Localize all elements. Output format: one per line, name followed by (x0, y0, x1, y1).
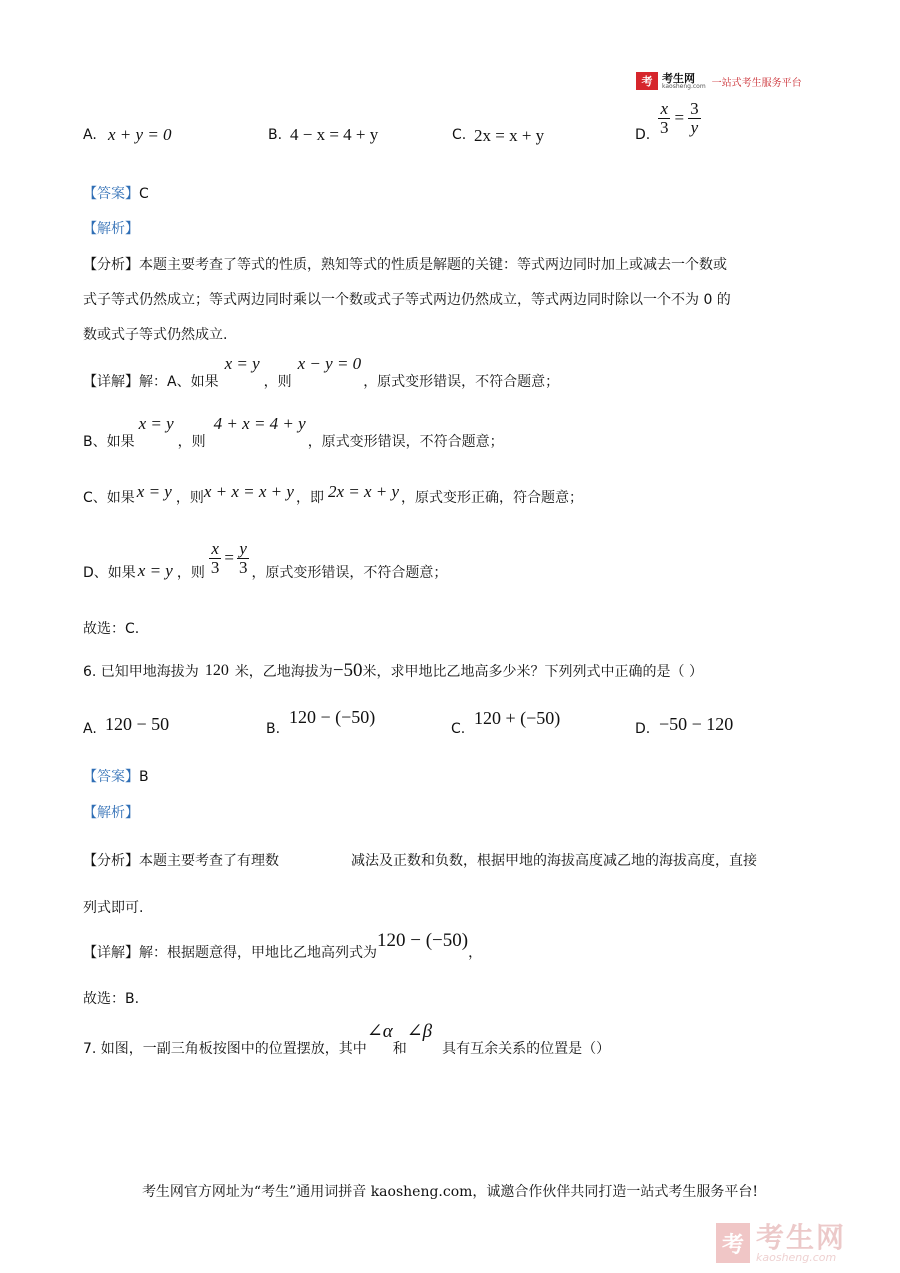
footer-text: 考生网官方网址为“考生”通用词拼音 kaosheng.com，诚邀合作伙伴共同打造一站式考生服务平台! (141, 1184, 759, 1200)
fraction (688, 100, 701, 137)
equals-sign: = (674, 108, 685, 128)
q6-choose-line: 故选：B. (83, 991, 140, 1007)
detail-a-line (83, 354, 559, 391)
q6-detail-line (83, 930, 482, 962)
numerator: x (211, 538, 219, 558)
logo-mark-icon: 考 (636, 72, 658, 90)
denominator: 3 (660, 117, 669, 137)
q6-detail-post: ， (468, 945, 483, 961)
option-a-label: A. (83, 127, 97, 143)
logo-domain: kaosheng.com (662, 82, 706, 90)
q6-stem-post: 米，求甲地比乙地高多少米？下列列式中正确的是（ ） (362, 664, 703, 680)
detail-b-mid: ，则 (177, 434, 206, 450)
detail-a-mid: ，则 (263, 374, 292, 390)
numerator: x (660, 99, 669, 118)
q6-value-2: −50 (332, 660, 363, 681)
detail-a-math-2: x − y = 0 (297, 354, 362, 373)
detail-b-math-2: 4 + x = 4 + y (213, 414, 306, 433)
detail-b-line (83, 414, 504, 451)
denominator: 3 (238, 557, 248, 577)
q7-and: 和 (392, 1041, 407, 1057)
detail-b-math-1: x = y (138, 414, 174, 433)
q6-option-b-label: B. (266, 721, 281, 737)
denominator: 3 (210, 557, 220, 577)
watermark-mark-icon: 考 (716, 1223, 750, 1263)
detail-a-post: ，原式变形错误，不符合题意； (363, 374, 560, 390)
analysis-tag: 【解析】 (83, 221, 139, 237)
fraction (237, 540, 250, 577)
q6-value-1: 120 (204, 662, 229, 679)
q7-stem-post: 具有互余关系的位置是（） (442, 1041, 611, 1057)
detail-d-math-1: x = y (137, 561, 173, 580)
q6-stem-pre: 6. 已知甲地海拔为 (83, 664, 199, 680)
q7-stem-pre: 7. 如图，一副三角板按图中的位置摆放，其中 (83, 1041, 367, 1057)
option-c-expr: 2x = x + y (474, 126, 545, 145)
fraction (658, 100, 671, 137)
detail-c-math-1: x = y (136, 482, 172, 501)
q6-option-b-expr: 120 − (−50) (289, 707, 376, 727)
option-a-expr: x + y = 0 (108, 125, 172, 144)
detail-d-pre: D、如果 (83, 565, 136, 581)
q6-option-a-expr: 120 − 50 (105, 714, 170, 734)
detail-c-math-3: 2x = x + y (327, 482, 400, 501)
q6-option-c-expr: 120 + (−50) (474, 708, 561, 728)
q6-option-c-label: C. (451, 721, 466, 737)
logo-name: 考生网 (662, 71, 695, 85)
header-logo (636, 72, 802, 90)
q7-angle-beta: ∠β (406, 1021, 433, 1042)
q6-stem-mid: 米，乙地海拔为 (234, 664, 333, 680)
logo-slogan: 一站式考生服务平台 (711, 77, 802, 89)
detail-c-math-2: x + x = x + y (203, 482, 294, 501)
detail-c-post: ，原式变形正确，符合题意； (401, 490, 584, 506)
q6-stem (83, 660, 703, 682)
detail-a-pre: 【详解】解：A、如果 (83, 374, 219, 390)
q6-detail-expr: 120 − (−50) (377, 930, 469, 951)
detail-d-line (83, 534, 447, 582)
analysis-line-3: 数或式子等式仍然成立. (83, 327, 228, 343)
equals-sign: = (224, 548, 234, 567)
q6-answer-line (83, 766, 149, 786)
q6-fenxi-line-1a: 【分析】本题主要考查了有理数 (83, 853, 279, 869)
detail-d-mid: ，则 (176, 565, 205, 581)
numerator: y (239, 538, 247, 558)
watermark-domain: kaosheng.com (756, 1250, 837, 1264)
q7-angle-alpha: ∠α (366, 1021, 393, 1042)
option-b-expr: 4 − x = 4 + y (290, 125, 379, 144)
q6-fenxi-line-1b: 减法及正数和负数，根据甲地的海拔高度减乙地的海拔高度，直接 (351, 853, 757, 869)
q6-analysis-tag: 【解析】 (83, 805, 139, 821)
q6-answer-value: B (139, 769, 149, 785)
choose-line: 故选：C. (83, 621, 140, 637)
detail-b-post: ，原式变形错误，不符合题意； (307, 434, 504, 450)
answer-value: C (139, 186, 149, 202)
analysis-line-1: 【分析】本题主要考查了等式的性质，熟知等式的性质是解题的关键：等式两边同时加上或减去一个数或 (83, 257, 727, 273)
option-c-label: C. (452, 127, 467, 143)
option-d-expr (658, 100, 701, 137)
fraction (209, 540, 222, 577)
q6-option-d-expr: −50 − 120 (659, 714, 734, 734)
analysis-line-2: 式子等式仍然成立；等式两边同时乘以一个数或式子等式两边仍然成立，等式两边同时除以一个不为 0 的 (83, 292, 731, 308)
detail-a-math-1: x = y (224, 354, 260, 373)
option-b-label: B. (268, 127, 283, 143)
q6-answer-tag: 【答案】 (83, 769, 139, 785)
q6-fenxi-line-2: 列式即可. (83, 900, 144, 916)
q7-stem (83, 1020, 610, 1058)
detail-d-post: ，原式变形错误，不符合题意； (251, 565, 448, 581)
q6-option-d-label: D. (635, 721, 651, 737)
answer-line (83, 183, 149, 203)
numerator: 3 (690, 99, 699, 118)
q6-option-a-label: A. (83, 721, 97, 737)
detail-c-mid2: ，即 (295, 490, 324, 506)
detail-b-pre: B、如果 (83, 434, 135, 450)
detail-c-mid: ，则 (175, 490, 204, 506)
answer-tag: 【答案】 (83, 186, 139, 202)
denominator: y (690, 117, 699, 137)
option-d-label: D. (635, 127, 651, 143)
watermark-logo (716, 1220, 847, 1264)
detail-c-line (83, 482, 583, 507)
detail-c-pre: C、如果 (83, 490, 135, 506)
q6-detail-pre: 【详解】解：根据题意得，甲地比乙地高列式为 (83, 945, 377, 961)
watermark-name: 考生网 (756, 1220, 847, 1254)
